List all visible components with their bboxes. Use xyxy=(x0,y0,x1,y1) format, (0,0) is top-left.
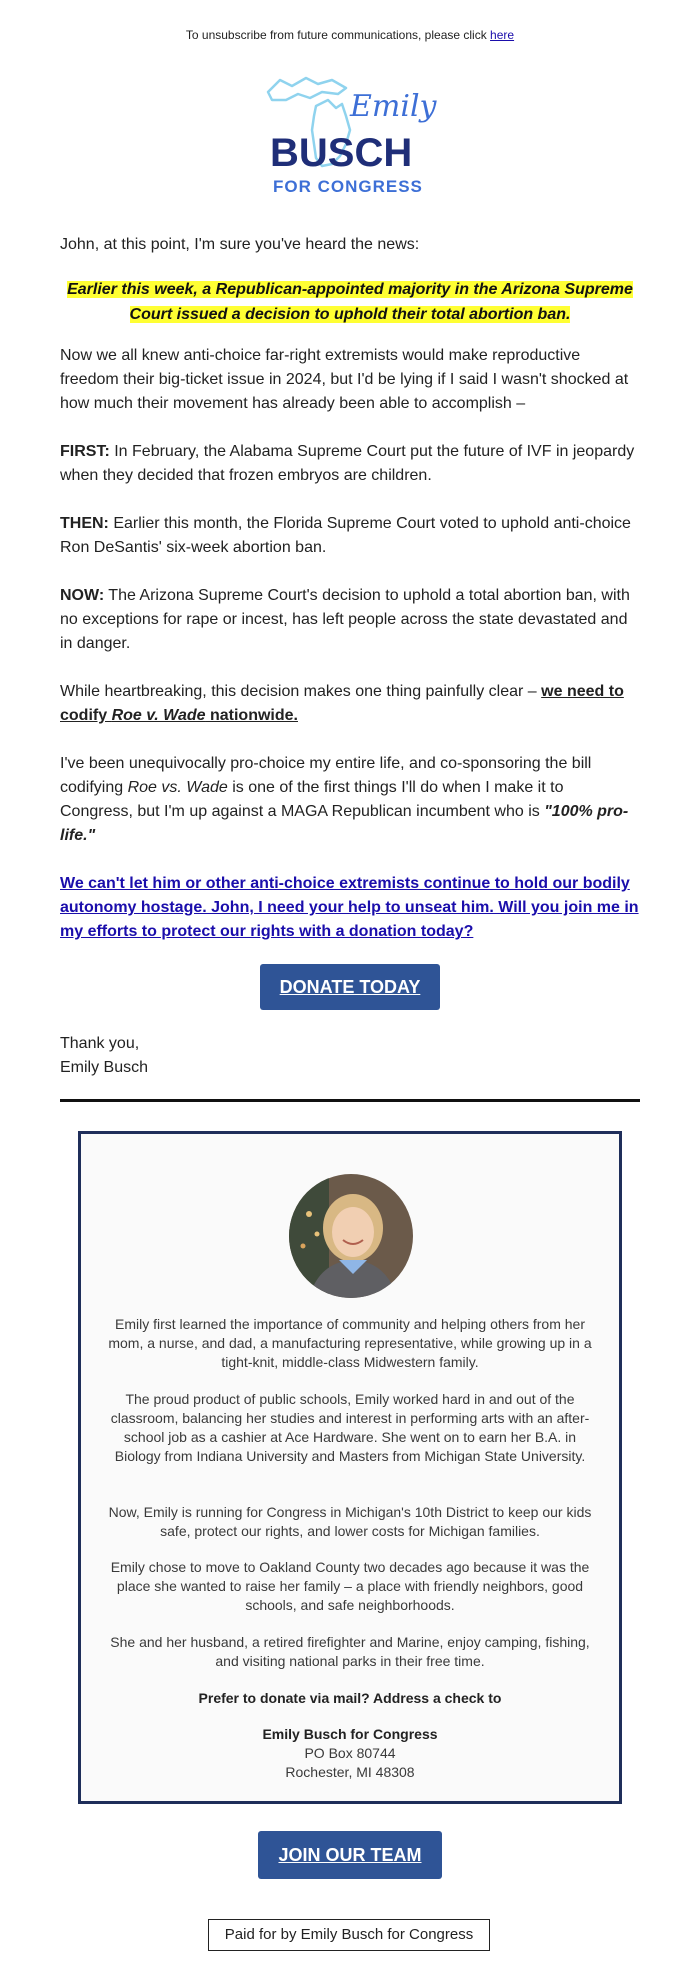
first-text: In February, the Alabama Supreme Court put the future of IVF in jeopardy when they decided that frozen embryos are children. xyxy=(60,443,635,484)
then-text: Earlier this month, the Florida Supreme Court voted to uphold anti-choice Ron DeSantis' six-week abortion ban. xyxy=(60,515,631,556)
unsubscribe-line xyxy=(0,28,700,42)
closing-signature xyxy=(60,1032,640,1080)
logo-surname: BUSCH xyxy=(270,131,413,175)
now-text: The Arizona Supreme Court's decision to uphold a total abortion ban, with no exceptions for rape or incest, has left people across the state devastated and in danger. xyxy=(60,587,630,652)
codify-lead: While heartbreaking, this decision makes one thing painfully clear – xyxy=(60,683,542,700)
donate-today-button[interactable]: DONATE TODAY xyxy=(260,964,440,1010)
codify-roe: Roe v. Wade xyxy=(111,707,206,724)
pro-choice-roe: Roe vs. Wade xyxy=(127,779,228,796)
address-line-1: PO Box 80744 xyxy=(304,1745,396,1761)
mailing-address xyxy=(103,1725,597,1782)
highlight-paragraph xyxy=(60,277,640,327)
signature-name: Emily Busch xyxy=(60,1059,149,1076)
paragraph-extremists: Now we all knew anti-choice far-right extremists would make reproductive freedom their big-ticket issue in 2024, but I'd be lying if I said I wasn't shocked at how much their movement has already been able to accomplish – xyxy=(60,347,629,412)
now-label: NOW: xyxy=(60,587,105,604)
codify-emphasis-a: we need to codify xyxy=(60,683,624,724)
join-our-team-button[interactable]: JOIN OUR TEAM xyxy=(258,1831,442,1879)
paid-for-disclaimer: Paid for by Emily Busch for Congress xyxy=(208,1919,490,1951)
candidate-photo-icon xyxy=(289,1174,413,1298)
pro-choice-a: I've been unequivocally pro-choice my entire life, and co-sponsoring the bill codifying xyxy=(60,755,592,796)
bio-card xyxy=(78,1131,622,1804)
michigan-map-icon xyxy=(258,70,448,202)
bio-paragraph-hobbies: She and her husband, a retired firefighter and Marine, enjoy camping, fishing, and visiting national parks in their free time. xyxy=(110,1634,590,1669)
divider xyxy=(60,1099,640,1102)
paragraph-first xyxy=(60,440,640,488)
first-label: FIRST: xyxy=(60,443,110,460)
avatar xyxy=(289,1174,413,1298)
paragraph-then xyxy=(60,512,640,560)
then-label: THEN: xyxy=(60,515,109,532)
address-name: Emily Busch for Congress xyxy=(262,1726,438,1742)
unsubscribe-link[interactable]: here xyxy=(490,28,515,42)
paragraph-pro-choice xyxy=(60,752,640,848)
pro-life-quote: "100% pro-life." xyxy=(60,803,629,844)
bio-paragraph-family: Emily first learned the importance of community and helping others from her mom, a nurse, and dad, a manufacturing representative, while growing up in a tight-knit, middle-class Midwestern family. xyxy=(108,1316,592,1370)
address-line-2: Rochester, MI 48308 xyxy=(285,1764,415,1780)
logo-script-name: Emily xyxy=(350,89,437,124)
bio-paragraph-education: The proud product of public schools, Emily worked hard in and out of the classroom, balancing her studies and interest in performing arts with an after-school job as a cashier at Ace Hardware. She went on to earn her B.A. in Biology from Indiana University and Masters from Michigan State University. xyxy=(110,1391,590,1464)
logo-tagline: FOR CONGRESS xyxy=(273,177,423,196)
donation-ask-link[interactable]: We can't let him or other anti-choice extremists continue to hold our bodily autonomy hostage. John, I need your help to unseat him. Will you join me in my efforts to protect our rights with a donation today? xyxy=(60,875,639,940)
closing-text: Thank you, xyxy=(60,1035,140,1052)
unsubscribe-text: To unsubscribe from future communications, please click xyxy=(185,28,487,42)
intro-paragraph: John, at this point, I'm sure you've heard the news: xyxy=(60,236,420,253)
paragraph-now xyxy=(60,584,640,656)
paragraph-donation-ask xyxy=(60,872,640,944)
mail-donation-prompt: Prefer to donate via mail? Address a check to xyxy=(198,1690,502,1706)
pro-choice-b: is one of the first things I'll do when I make it to Congress, but I'm up against a MAGA Republican incumbent who is xyxy=(60,779,564,820)
codify-emphasis-b: nationwide. xyxy=(205,707,298,724)
paragraph-codify xyxy=(60,680,640,728)
campaign-logo xyxy=(258,70,448,202)
highlight-text: Earlier this week, a Republican-appointed majority in the Arizona Supreme Court issued a decision to uphold their total abortion ban. xyxy=(67,281,633,323)
bio-paragraph-oakland: Emily chose to move to Oakland County two decades ago because it was the place she wanted to raise her family – a place with friendly neighbors, good schools, and safe neighborhoods. xyxy=(110,1559,590,1613)
bio-paragraph-running: Now, Emily is running for Congress in Michigan's 10th District to keep our kids safe, protect our rights, and lower costs for Michigan families. xyxy=(108,1504,592,1539)
